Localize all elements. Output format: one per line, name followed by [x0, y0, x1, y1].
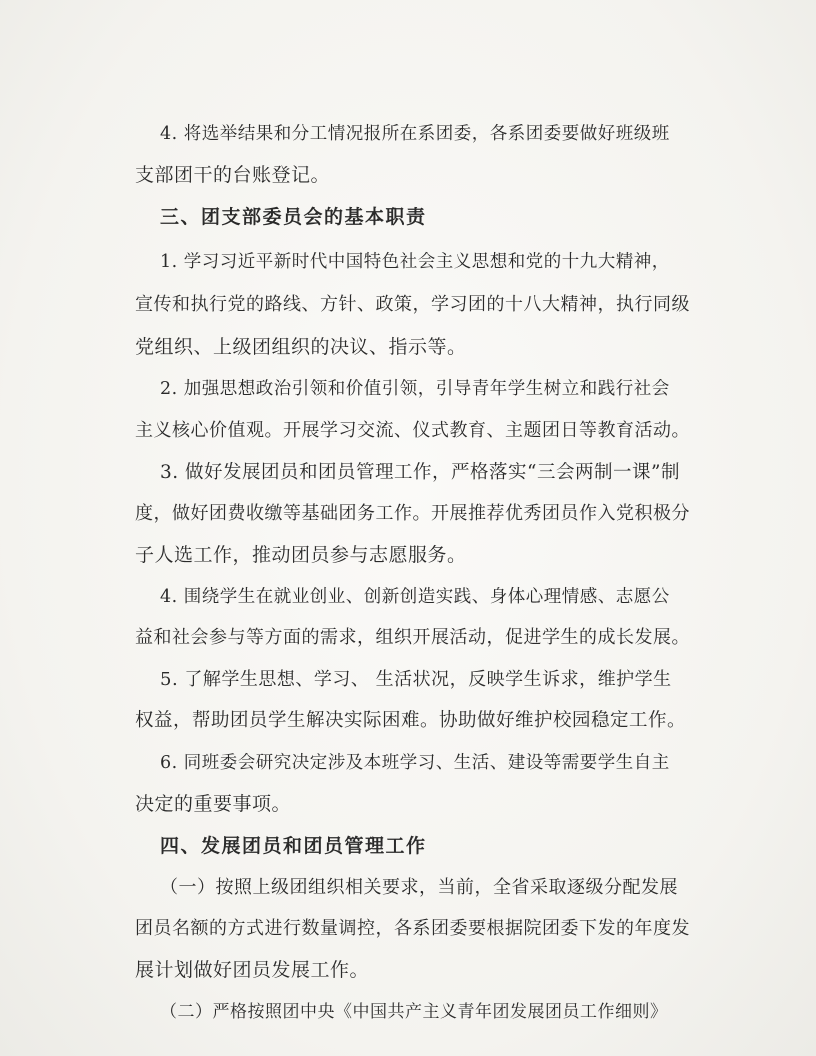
doc-line: 主义核心价值观。开展学习交流、仪式教育、主题团日等教育活动。: [135, 420, 690, 441]
doc-line: 权益，帮助团员学生解决实际困难。协助做好维护校园稳定工作。: [135, 710, 687, 731]
doc-line: 支部团干的台账登记。: [135, 164, 331, 186]
doc-line: 3. 做好发展团员和团员管理工作，严格落实“三会两制一课”制: [160, 462, 680, 483]
doc-line: 宣传和执行党的路线、方针、政策，学习团的十八大精神，执行同级: [135, 294, 690, 315]
doc-line: 决定的重要事项。: [135, 793, 292, 815]
doc-line: 党组织、上级团组织的决议、指示等。: [135, 336, 467, 358]
section-heading: 三、团支部委员会的基本职责: [160, 206, 427, 228]
doc-line: （二）严格按照团中央《中国共产主义青年团发展团员工作细则》: [160, 1002, 668, 1022]
doc-line: 益和社会参与等方面的需求，组织开展活动，促进学生的成长发展。: [135, 627, 690, 648]
doc-line: 团员名额的方式进行数量调控，各系团委要根据院团委下发的年度发: [135, 918, 690, 939]
doc-line: 1. 学习习近平新时代中国特色社会主义思想和党的十九大精神，: [160, 252, 670, 272]
doc-line: 5. 了解学生思想、学习、 生活状况，反映学生诉求，维护学生: [160, 669, 672, 690]
doc-line: （一）按照上级团组织相关要求，当前，全省采取逐级分配发展: [160, 877, 678, 898]
doc-line: 4. 将选举结果和分工情况报所在系团委，各系团委要做好班级班: [160, 124, 670, 144]
section-heading: 四、发展团员和团员管理工作: [160, 835, 427, 857]
doc-line: 展计划做好团员发展工作。: [135, 959, 370, 981]
doc-line: 2. 加强思想政治引领和价值引领，引导青年学生树立和践行社会: [160, 379, 670, 399]
doc-line: 子人选工作，推动团员参与志愿服务。: [135, 544, 467, 566]
doc-line: 4. 围绕学生在就业创业、创新创造实践、身体心理情感、志愿公: [160, 587, 670, 607]
doc-line: 度，做好团费收缴等基础团务工作。开展推荐优秀团员作入党积极分: [135, 503, 690, 524]
doc-line: 6. 同班委会研究决定涉及本班学习、生活、建设等需要学生自主: [160, 753, 670, 773]
